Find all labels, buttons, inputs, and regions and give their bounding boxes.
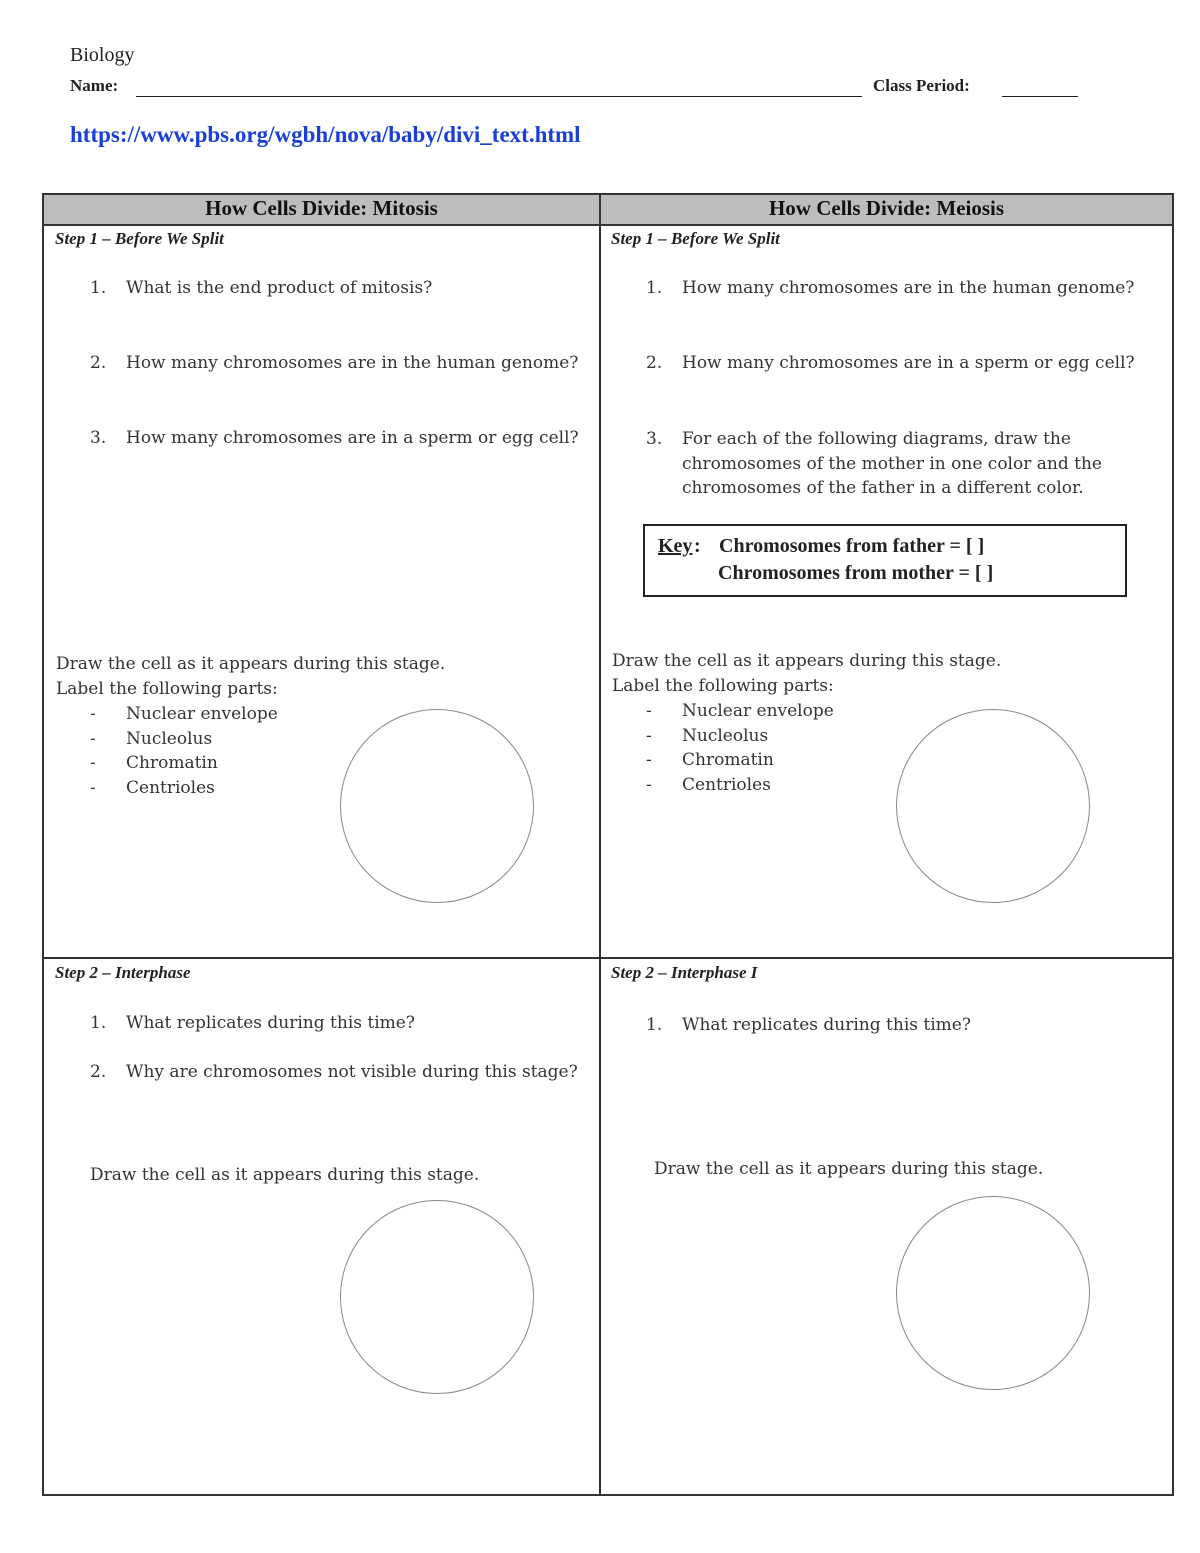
question-text-line: For each of the following diagrams, draw the bbox=[682, 429, 1071, 449]
subject-title: Biology bbox=[70, 44, 135, 66]
list-item: Nucleolus bbox=[126, 729, 213, 749]
question-text: How many chromosomes are in the human genome? bbox=[682, 278, 1135, 298]
question-text: What replicates during this time? bbox=[682, 1015, 971, 1035]
list-item: Chromatin bbox=[682, 750, 774, 770]
mitosis-step1-label-instruction: Label the following parts: bbox=[56, 679, 278, 699]
meiosis-column-title: How Cells Divide: Meiosis bbox=[768, 196, 1005, 220]
list-bullet: - bbox=[646, 701, 652, 721]
meiosis-step1-title: Step 1 – Before We Split bbox=[611, 229, 780, 248]
question-text: Why are chromosomes not visible during this stage? bbox=[126, 1062, 578, 1082]
question-number: 2. bbox=[646, 353, 663, 373]
mitosis-step1-title: Step 1 – Before We Split bbox=[55, 229, 224, 248]
mitosis-step1-cell-drawing-area[interactable] bbox=[340, 709, 534, 903]
list-bullet: - bbox=[646, 750, 652, 770]
question-text: How many chromosomes are in the human genome? bbox=[126, 353, 579, 373]
question-text: What is the end product of mitosis? bbox=[126, 278, 433, 298]
list-item: Nuclear envelope bbox=[682, 701, 834, 721]
question-text: What replicates during this time? bbox=[126, 1013, 415, 1033]
list-bullet: - bbox=[90, 753, 96, 773]
list-bullet: - bbox=[90, 778, 96, 798]
list-item: Nucleolus bbox=[682, 726, 769, 746]
meiosis-step2-draw-instruction: Draw the cell as it appears during this stage. bbox=[654, 1159, 1044, 1179]
meiosis-step1-label-instruction: Label the following parts: bbox=[612, 676, 834, 696]
mitosis-step2-draw-instruction: Draw the cell as it appears during this stage. bbox=[90, 1165, 480, 1185]
mitosis-step2-cell-drawing-area[interactable] bbox=[340, 1200, 534, 1394]
key-mother-entry: Chromosomes from mother = [ ] bbox=[718, 562, 994, 584]
meiosis-step2-title: Step 2 – Interphase I bbox=[611, 963, 758, 982]
list-bullet: - bbox=[90, 704, 96, 724]
list-item: Chromatin bbox=[126, 753, 218, 773]
question-text-line: chromosomes of the mother in one color and the bbox=[682, 454, 1102, 474]
header-divider bbox=[42, 224, 1174, 226]
list-item: Centrioles bbox=[682, 775, 771, 795]
name-field[interactable] bbox=[136, 96, 862, 97]
meiosis-step1-cell-drawing-area[interactable] bbox=[896, 709, 1090, 903]
mitosis-step1-draw-instruction: Draw the cell as it appears during this stage. bbox=[56, 654, 446, 674]
list-bullet: - bbox=[90, 729, 96, 749]
question-number: 2. bbox=[90, 1062, 107, 1082]
color-key-box bbox=[643, 524, 1127, 597]
column-divider bbox=[599, 193, 601, 1496]
meiosis-step2-cell-drawing-area[interactable] bbox=[896, 1196, 1090, 1390]
question-number: 1. bbox=[646, 1015, 663, 1035]
list-bullet: - bbox=[646, 775, 652, 795]
question-text: How many chromosomes are in a sperm or egg cell? bbox=[682, 353, 1135, 373]
key-father-entry: Chromosomes from father = [ ] bbox=[719, 535, 985, 557]
question-number: 3. bbox=[646, 429, 663, 449]
name-label: Name: bbox=[70, 76, 119, 95]
mitosis-step2-title: Step 2 – Interphase bbox=[55, 963, 191, 982]
class-period-field[interactable] bbox=[1002, 96, 1078, 97]
meiosis-step1-draw-instruction: Draw the cell as it appears during this stage. bbox=[612, 651, 1002, 671]
list-bullet: - bbox=[646, 726, 652, 746]
class-period-label: Class Period: bbox=[873, 76, 970, 95]
mitosis-column-title: How Cells Divide: Mitosis bbox=[205, 196, 438, 220]
question-number: 2. bbox=[90, 353, 107, 373]
question-number: 1. bbox=[90, 278, 107, 298]
question-number: 1. bbox=[90, 1013, 107, 1033]
question-number: 3. bbox=[90, 428, 107, 448]
question-number: 1. bbox=[646, 278, 663, 298]
question-text-line: chromosomes of the father in a different color. bbox=[682, 478, 1084, 498]
list-item: Centrioles bbox=[126, 778, 215, 798]
key-label: Key bbox=[658, 535, 693, 557]
row-divider bbox=[42, 957, 1174, 959]
question-text: How many chromosomes are in a sperm or egg cell? bbox=[126, 428, 579, 448]
list-item: Nuclear envelope bbox=[126, 704, 278, 724]
reference-link[interactable]: https://www.pbs.org/wgbh/nova/baby/divi_text.html bbox=[70, 122, 581, 147]
key-colon: : bbox=[694, 535, 701, 557]
